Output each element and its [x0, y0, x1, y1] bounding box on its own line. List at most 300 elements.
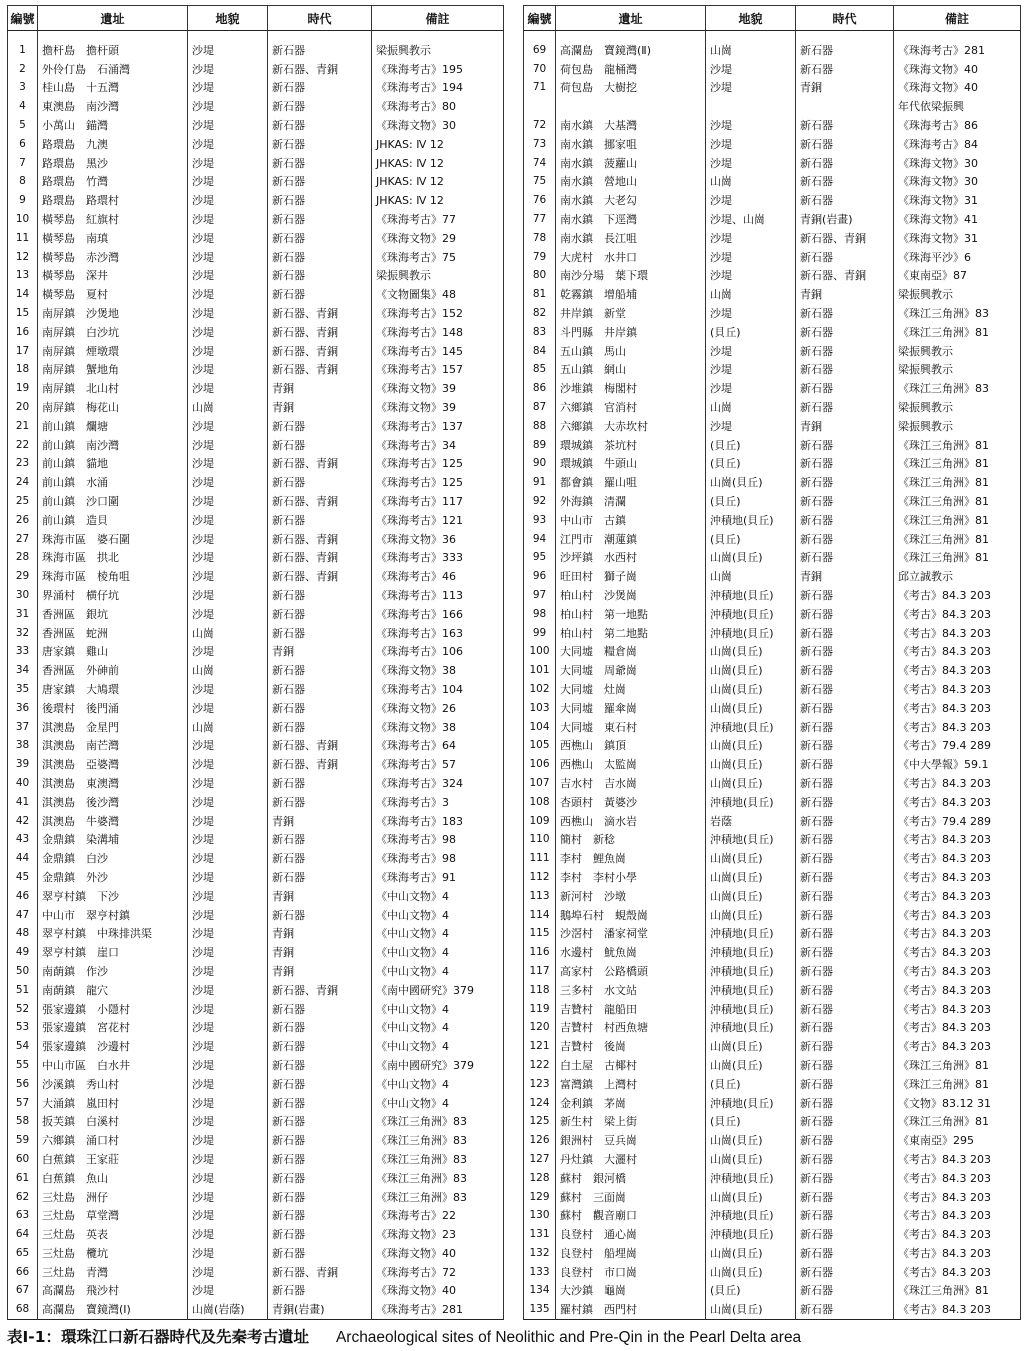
- cell-terrain: 沙堤: [188, 830, 268, 849]
- cell-num: 74: [524, 154, 556, 173]
- cell-site: 蘇村 三面崗: [556, 1188, 706, 1207]
- table-row: [524, 1000, 1021, 1019]
- cell-note: 《珠海考古》117: [372, 492, 504, 511]
- cell-note: 《珠海考古》157: [372, 361, 504, 380]
- cell-num: 69: [524, 41, 556, 60]
- cell-era: 新石器: [796, 812, 894, 831]
- cell-era: 新石器: [796, 1018, 894, 1037]
- table-row: [8, 1206, 504, 1225]
- cell-note: 《珠海文物》39: [372, 379, 504, 398]
- cell-note: 《珠海考古》121: [372, 511, 504, 530]
- cell-terrain: 山崗(貝丘): [706, 736, 796, 755]
- cell-terrain: 山崗: [188, 624, 268, 643]
- table-row: [524, 605, 1021, 624]
- cell-num: 19: [8, 379, 38, 398]
- cell-num: 118: [524, 981, 556, 1000]
- cell-era: 新石器: [796, 774, 894, 793]
- cell-era: 新石器: [268, 1225, 372, 1244]
- cell-era: 青銅: [268, 962, 372, 981]
- cell-site: 珠海市區 棱角咀: [38, 567, 188, 586]
- cell-site: 橫琴島 赤沙灣: [38, 248, 188, 267]
- cell-era: 新石器: [268, 680, 372, 699]
- cell-num: 130: [524, 1206, 556, 1225]
- table-row: [524, 586, 1021, 605]
- cell-note: 《珠海考古》148: [372, 323, 504, 342]
- cell-note: JHKAS: Ⅳ 12: [372, 135, 504, 154]
- cell-terrain: 沙堤: [188, 906, 268, 925]
- cell-note: 《珠江三角洲》81: [894, 549, 1021, 568]
- cell-note: 《珠海考古》137: [372, 417, 504, 436]
- cell-terrain: 山崗(貝丘): [706, 1037, 796, 1056]
- cell-terrain: 山崗: [706, 173, 796, 192]
- cell-era: 新石器: [268, 906, 372, 925]
- table-row: [8, 549, 504, 568]
- cell-terrain: 山崗(貝丘): [706, 887, 796, 906]
- cell-note: 《珠海考古》64: [372, 736, 504, 755]
- cell-terrain: 沙堤: [188, 1112, 268, 1131]
- cell-terrain: 山崗(貝丘): [706, 1244, 796, 1263]
- cell-era: 新石器: [796, 135, 894, 154]
- cell-terrain: 沙堤: [188, 229, 268, 248]
- cell-era: 新石器: [796, 1300, 894, 1319]
- cell-terrain: 山崗(貝丘): [706, 1188, 796, 1207]
- cell-site: 後環村 後門涌: [38, 699, 188, 718]
- spacer-row: [524, 31, 1021, 42]
- cell-terrain: 山崗(貝丘): [706, 774, 796, 793]
- cell-era: 新石器: [796, 1282, 894, 1301]
- table-row: [8, 436, 504, 455]
- cell-note: 《文物》83.12 31: [894, 1094, 1021, 1113]
- cell-era: 青銅: [268, 643, 372, 662]
- cell-note: 《珠海考古》113: [372, 586, 504, 605]
- cell-num: 111: [524, 849, 556, 868]
- cell-note: 《珠江三角洲》83: [372, 1150, 504, 1169]
- cell-note: 《珠江三角洲》83: [372, 1131, 504, 1150]
- cell-terrain: 山崗(貝丘): [706, 868, 796, 887]
- cell-site: 橫琴島 深井: [38, 267, 188, 286]
- table-row: [8, 1018, 504, 1037]
- cell-era: 新石器: [796, 661, 894, 680]
- cell-note: 梁振興教示: [372, 267, 504, 286]
- table-row: [8, 191, 504, 210]
- cell-num: 37: [8, 718, 38, 737]
- cell-note: 《珠海文物》40: [894, 60, 1021, 79]
- cell-num: 116: [524, 943, 556, 962]
- cell-terrain: 山崗: [706, 398, 796, 417]
- header-site: 遺址: [556, 6, 706, 31]
- cell-era: 新石器、青銅: [268, 323, 372, 342]
- cell-terrain: 沙堤: [188, 680, 268, 699]
- cell-num: 1: [8, 41, 38, 60]
- table-row: [524, 718, 1021, 737]
- cell-note: 《東南亞》295: [894, 1131, 1021, 1150]
- cell-num: 89: [524, 436, 556, 455]
- cell-num: 27: [8, 530, 38, 549]
- cell-num: 59: [8, 1131, 38, 1150]
- cell-era: 新石器: [796, 586, 894, 605]
- table-row: [8, 1282, 504, 1301]
- cell-site: 柏山村 第一地點: [556, 605, 706, 624]
- cell-era: 新石器: [796, 116, 894, 135]
- cell-terrain: [706, 97, 796, 116]
- cell-note: 《珠海考古》98: [372, 849, 504, 868]
- cell-era: 新石器: [796, 1112, 894, 1131]
- cell-terrain: 沙堤: [188, 605, 268, 624]
- table-row: [524, 830, 1021, 849]
- cell-note: 《考古》84.3 203: [894, 887, 1021, 906]
- cell-era: 青銅: [268, 943, 372, 962]
- cell-era: 新石器: [796, 173, 894, 192]
- table-row: [8, 1075, 504, 1094]
- cell-note: 《中山文物》4: [372, 1018, 504, 1037]
- cell-num: 88: [524, 417, 556, 436]
- cell-num: 45: [8, 868, 38, 887]
- header-note: 備註: [372, 6, 504, 31]
- cell-num: 127: [524, 1150, 556, 1169]
- table-row: [524, 417, 1021, 436]
- cell-note: 《中山文物》4: [372, 943, 504, 962]
- cell-num: 82: [524, 304, 556, 323]
- table-caption: [7, 1326, 1022, 1348]
- cell-num: 53: [8, 1018, 38, 1037]
- cell-terrain: 沙堤: [188, 736, 268, 755]
- table-row: [524, 1075, 1021, 1094]
- cell-era: 新石器: [796, 924, 894, 943]
- cell-era: 新石器: [796, 1150, 894, 1169]
- cell-note: 《中山文物》4: [372, 906, 504, 925]
- table-row: [524, 962, 1021, 981]
- caption-chinese: 表Ⅰ-1：環珠江口新石器時代及先秦考古遺址: [7, 1328, 309, 1346]
- cell-num: 84: [524, 342, 556, 361]
- cell-site: 吉贊村 村西魚塘: [556, 1018, 706, 1037]
- table-row: [8, 1263, 504, 1282]
- cell-site: 翠亨村鎮 下沙: [38, 887, 188, 906]
- cell-site: 三灶島 洲仔: [38, 1188, 188, 1207]
- cell-num: 129: [524, 1188, 556, 1207]
- cell-terrain: 沙堤: [188, 793, 268, 812]
- cell-terrain: 沖積地(貝丘): [706, 624, 796, 643]
- header-site: 遺址: [38, 6, 188, 31]
- cell-note: 《考古》84.3 203: [894, 962, 1021, 981]
- cell-era: 新石器: [796, 1225, 894, 1244]
- cell-site: 大涌鎮 嵐田村: [38, 1094, 188, 1113]
- table-row: [8, 924, 504, 943]
- cell-num: 60: [8, 1150, 38, 1169]
- cell-era: 新石器: [268, 1094, 372, 1113]
- cell-era: 新石器: [796, 680, 894, 699]
- cell-num: 39: [8, 755, 38, 774]
- cell-note: 《珠海考古》104: [372, 680, 504, 699]
- cell-note: 《珠海考古》98: [372, 830, 504, 849]
- cell-site: 六鄉鎮 大赤坎村: [556, 417, 706, 436]
- cell-note: 《考古》84.3 203: [894, 981, 1021, 1000]
- table-row: [524, 1150, 1021, 1169]
- cell-terrain: 山崗(貝丘): [706, 680, 796, 699]
- cell-site: 三灶島 草堂灣: [38, 1206, 188, 1225]
- cell-note: 《珠海文物》31: [894, 191, 1021, 210]
- cell-note: 《珠江三角洲》81: [894, 1056, 1021, 1075]
- cell-site: 大虎村 水井口: [556, 248, 706, 267]
- cell-num: 26: [8, 511, 38, 530]
- cell-num: 52: [8, 1000, 38, 1019]
- cell-num: 40: [8, 774, 38, 793]
- cell-site: 香洲區 蛇洲: [38, 624, 188, 643]
- cell-num: 76: [524, 191, 556, 210]
- cell-site: 六鄉鎮 官消村: [556, 398, 706, 417]
- cell-site: 南水鎮 大基灣: [556, 116, 706, 135]
- cell-note: 《珠海文物》36: [372, 530, 504, 549]
- cell-site: 大同墟 羅傘崗: [556, 699, 706, 718]
- table-row: [8, 943, 504, 962]
- cell-era: 新石器: [268, 624, 372, 643]
- cell-terrain: 沙堤、山崗: [706, 210, 796, 229]
- cell-terrain: (貝丘): [706, 436, 796, 455]
- table-row: [8, 1244, 504, 1263]
- cell-num: 47: [8, 906, 38, 925]
- cell-num: 83: [524, 323, 556, 342]
- table-row: [8, 530, 504, 549]
- cell-note: 《珠江三角洲》81: [894, 473, 1021, 492]
- cell-num: 72: [524, 116, 556, 135]
- cell-terrain: 沖積地(貝丘): [706, 924, 796, 943]
- cell-note: 《珠海考古》152: [372, 304, 504, 323]
- table-row: [8, 417, 504, 436]
- cell-site: 擔杆島 擔杆頭: [38, 41, 188, 60]
- cell-site: 界涌村 横仔坑: [38, 586, 188, 605]
- cell-site: 丹灶鎮 大灑村: [556, 1150, 706, 1169]
- cell-num: 78: [524, 229, 556, 248]
- table-row: [524, 361, 1021, 380]
- cell-num: 97: [524, 586, 556, 605]
- cell-site: 大同墟 周爺崗: [556, 661, 706, 680]
- cell-num: 114: [524, 906, 556, 925]
- table-row: [524, 473, 1021, 492]
- cell-num: 33: [8, 643, 38, 662]
- cell-note: 《珠海考古》195: [372, 60, 504, 79]
- cell-site: 小萬山 錨灣: [38, 116, 188, 135]
- cell-site: 金鼎鎮 外沙: [38, 868, 188, 887]
- cell-era: 新石器: [796, 1056, 894, 1075]
- cell-note: 《珠海考古》75: [372, 248, 504, 267]
- table-row: [8, 661, 504, 680]
- cell-note: 《珠海考古》84: [894, 135, 1021, 154]
- table-row: [524, 1188, 1021, 1207]
- table-row: [524, 755, 1021, 774]
- cell-num: 95: [524, 549, 556, 568]
- table-row: [524, 549, 1021, 568]
- cell-era: 新石器: [796, 379, 894, 398]
- table-row: [8, 1112, 504, 1131]
- cell-note: 《考古》84.3 203: [894, 830, 1021, 849]
- cell-note: 《東南亞》87: [894, 267, 1021, 286]
- cell-terrain: 沖積地(貝丘): [706, 830, 796, 849]
- cell-note: 《珠海文物》39: [372, 398, 504, 417]
- cell-site: 沙堆鎮 梅閣村: [556, 379, 706, 398]
- cell-site: 南沙分場 葉下環: [556, 267, 706, 286]
- table-row: [524, 1094, 1021, 1113]
- cell-num: 51: [8, 981, 38, 1000]
- cell-era: 新石器: [796, 530, 894, 549]
- cell-note: 《珠江三角洲》81: [894, 1112, 1021, 1131]
- cell-site: 南屏鎮 沙煲地: [38, 304, 188, 323]
- table-row: [8, 643, 504, 662]
- table-row: [8, 962, 504, 981]
- cell-num: 94: [524, 530, 556, 549]
- table-row: [8, 605, 504, 624]
- cell-site: 中山市 翠亨村鎮: [38, 906, 188, 925]
- cell-era: 新石器: [796, 1075, 894, 1094]
- table-row: [8, 1150, 504, 1169]
- table-row: [8, 624, 504, 643]
- cell-terrain: 沖積地(貝丘): [706, 586, 796, 605]
- cell-era: 新石器、青銅: [268, 755, 372, 774]
- cell-num: 106: [524, 755, 556, 774]
- cell-note: 《珠海考古》77: [372, 210, 504, 229]
- cell-num: 70: [524, 60, 556, 79]
- cell-note: 《考古》84.3 203: [894, 661, 1021, 680]
- cell-note: 《珠海考古》333: [372, 549, 504, 568]
- table-row: [8, 887, 504, 906]
- cell-site: 三灶島 欖坑: [38, 1244, 188, 1263]
- table-row: [8, 210, 504, 229]
- cell-num: 133: [524, 1263, 556, 1282]
- cell-era: 新石器: [796, 361, 894, 380]
- cell-num: 17: [8, 342, 38, 361]
- table-row: [524, 567, 1021, 586]
- cell-site: 南屏鎮 梅花山: [38, 398, 188, 417]
- table-row: [524, 304, 1021, 323]
- cell-terrain: 沙堤: [188, 135, 268, 154]
- table-row: [8, 906, 504, 925]
- cell-era: 新石器: [268, 1150, 372, 1169]
- cell-era: 新石器: [268, 1000, 372, 1019]
- cell-era: 新石器: [796, 906, 894, 925]
- header-terrain: 地貌: [188, 6, 268, 31]
- cell-era: 新石器: [796, 755, 894, 774]
- cell-note: 《珠海文物》23: [372, 1225, 504, 1244]
- cell-terrain: (貝丘): [706, 1112, 796, 1131]
- cell-site: 荷包島 龍桶灣: [556, 60, 706, 79]
- cell-era: 新石器: [796, 1037, 894, 1056]
- cell-era: 青銅: [796, 567, 894, 586]
- cell-era: 新石器: [268, 661, 372, 680]
- cell-note: 梁振興教示: [372, 41, 504, 60]
- cell-note: 《珠江三角洲》83: [894, 379, 1021, 398]
- cell-era: 新石器: [796, 962, 894, 981]
- cell-site: 南水鎮 長江咀: [556, 229, 706, 248]
- cell-terrain: 山崗(岩蔭): [188, 1300, 268, 1319]
- cell-terrain: 沙堤: [188, 361, 268, 380]
- cell-note: 《珠海考古》324: [372, 774, 504, 793]
- cell-site: 水邊村 魷魚崗: [556, 943, 706, 962]
- cell-era: 新石器: [268, 97, 372, 116]
- cell-terrain: 山崗(貝丘): [706, 1300, 796, 1319]
- cell-terrain: 沙堤: [706, 248, 796, 267]
- cell-num: 30: [8, 586, 38, 605]
- cell-site: [556, 97, 706, 116]
- cell-site: 南屏鎮 煙墩環: [38, 342, 188, 361]
- cell-era: 新石器: [796, 191, 894, 210]
- cell-num: 18: [8, 361, 38, 380]
- cell-num: 103: [524, 699, 556, 718]
- table-row: [8, 323, 504, 342]
- table-header-row: [8, 6, 504, 31]
- cell-num: 61: [8, 1169, 38, 1188]
- table-row: [524, 173, 1021, 192]
- cell-site: 南蓢鎮 龍穴: [38, 981, 188, 1000]
- cell-site: 橫琴島 夏村: [38, 285, 188, 304]
- cell-terrain: 沙堤: [188, 473, 268, 492]
- cell-note: 《南中國研究》379: [372, 1056, 504, 1075]
- cell-terrain: 沙堤: [188, 455, 268, 474]
- cell-site: 前山鎮 南沙灣: [38, 436, 188, 455]
- cell-terrain: 沙堤: [706, 60, 796, 79]
- cell-terrain: (貝丘): [706, 455, 796, 474]
- cell-note: 《珠海考古》125: [372, 473, 504, 492]
- table-row: [524, 1056, 1021, 1075]
- table-row: [8, 304, 504, 323]
- cell-era: 新石器、青銅: [796, 229, 894, 248]
- cell-era: 新石器: [796, 455, 894, 474]
- cell-note: 《考古》84.3 203: [894, 849, 1021, 868]
- cell-num: 77: [524, 210, 556, 229]
- cell-num: 112: [524, 868, 556, 887]
- cell-num: 28: [8, 549, 38, 568]
- cell-terrain: 沙堤: [188, 1206, 268, 1225]
- table-row: [524, 455, 1021, 474]
- cell-terrain: 沙堤: [706, 361, 796, 380]
- cell-note: 《考古》79.4 289: [894, 812, 1021, 831]
- cell-note: 《珠海文物》38: [372, 661, 504, 680]
- cell-terrain: 沖積地(貝丘): [706, 1225, 796, 1244]
- cell-note: 《考古》84.3 203: [894, 1018, 1021, 1037]
- caption-english: Archaeological sites of Neolithic and Pre-Qin in the Pearl Delta area: [335, 1329, 802, 1346]
- cell-terrain: 沙堤: [706, 229, 796, 248]
- cell-num: 56: [8, 1075, 38, 1094]
- table-row: [524, 511, 1021, 530]
- table-row: [8, 774, 504, 793]
- cell-era: 新石器、青銅: [268, 736, 372, 755]
- cell-era: 新石器: [268, 173, 372, 192]
- cell-site: 中山市 古鎮: [556, 511, 706, 530]
- cell-terrain: 沖積地(貝丘): [706, 718, 796, 737]
- cell-terrain: 沙堤: [706, 267, 796, 286]
- cell-terrain: 沙堤: [188, 285, 268, 304]
- cell-terrain: 沙堤: [188, 962, 268, 981]
- cell-terrain: 沖積地(貝丘): [706, 962, 796, 981]
- cell-num: 91: [524, 473, 556, 492]
- cell-note: 《珠海文物》26: [372, 699, 504, 718]
- cell-site: 扳芙鎮 白溪村: [38, 1112, 188, 1131]
- cell-terrain: 沙堤: [188, 943, 268, 962]
- cell-terrain: 山崗: [706, 41, 796, 60]
- table-row: [8, 1056, 504, 1075]
- cell-note: 《考古》84.3 203: [894, 1244, 1021, 1263]
- cell-era: 青銅: [268, 398, 372, 417]
- cell-note: JHKAS: Ⅳ 12: [372, 191, 504, 210]
- cell-num: 35: [8, 680, 38, 699]
- header-era: 時代: [796, 6, 894, 31]
- table-row: [524, 229, 1021, 248]
- cell-era: 新石器: [268, 1037, 372, 1056]
- cell-era: 新石器: [796, 511, 894, 530]
- table-row: [524, 661, 1021, 680]
- table-row: [524, 342, 1021, 361]
- cell-terrain: 沙堤: [706, 417, 796, 436]
- cell-num: 55: [8, 1056, 38, 1075]
- cell-num: 50: [8, 962, 38, 981]
- cell-terrain: 沙堤: [188, 342, 268, 361]
